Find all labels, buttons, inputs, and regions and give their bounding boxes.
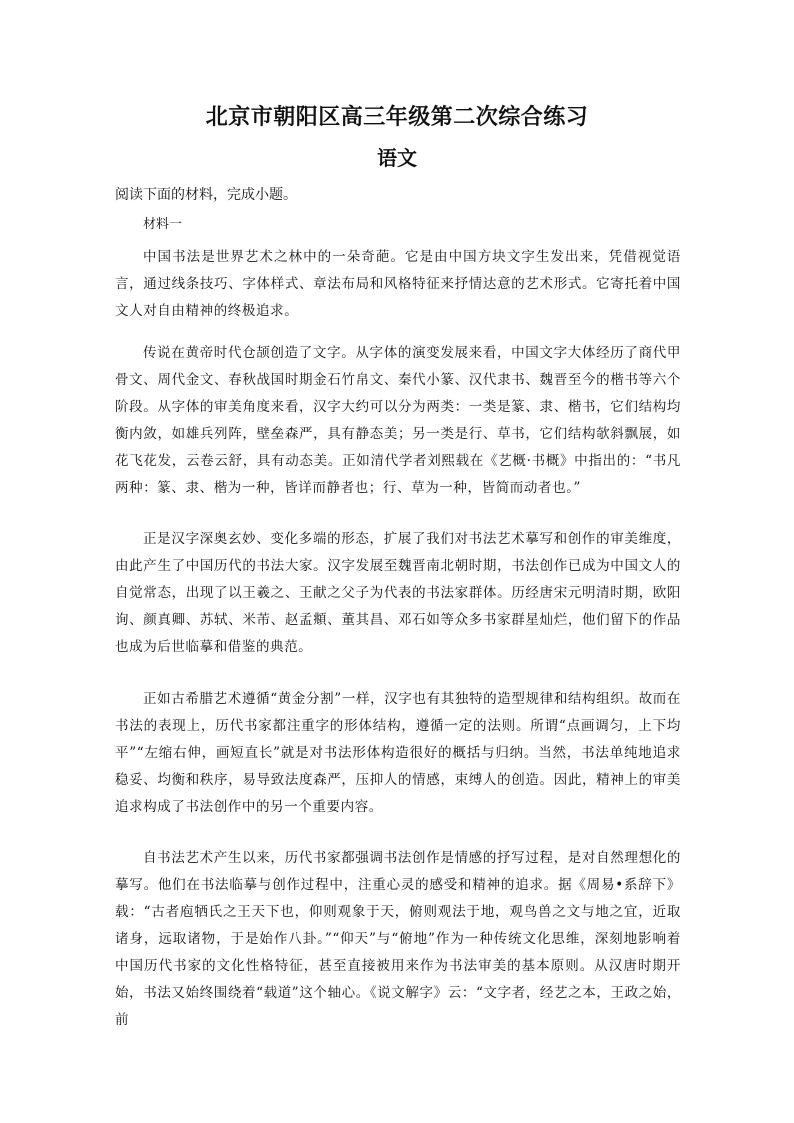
material-label: 材料一 xyxy=(143,217,183,232)
paragraph-4: 正如古希腊艺术遵循“黄金分割”一样，汉字也有其独特的造型规律和结构组织。故而在书法的表现上，历代书家都注重字的形体结构，遵循一定的法则。所谓“点画调匀，上下均平”“左缩右伸，画短直长”就是对书法形体构造很好的概括与归纳。当然，书法单纯地追求稳妥、均衡和秩序，易导致法度森严，压抑人的情感，束缚人的创造。因此，精神上的审美追求构成了书法创作中的另一个重要内容。 xyxy=(115,691,681,815)
paragraph-5: 自书法艺术产生以来，历代书家都强调书法创作是情感的抒写过程，是对自然理想化的摹写。他们在书法临摹与创作过程中，注重心灵的感受和精神的追求。据《周易•系辞下》载：“古者庖牺氏之王天下也，仰则观象于天，俯则观法于地，观鸟兽之文与地之宜，近取诸身，远取诸物，于是始作八卦。”“仰天”与“俯地”作为一种传统文化思维，深刻地影响着中国历代书家的文化性格特征，甚至直接被用来作为书法审美的基本原则。从汉唐时期开始，书法又始终围绕着“载道”这个轴心。《说文解字》云：“文字者，经艺之本，王政之始，前 xyxy=(115,850,681,1028)
document-title: 北京市朝阳区高三年级第二次综合练习 xyxy=(205,104,589,130)
document-subtitle: 语文 xyxy=(377,146,417,170)
instruction-text: 阅读下面的材料，完成小题。 xyxy=(115,187,297,203)
paragraph-3: 正是汉字深奥玄妙、变化多端的形态，扩展了我们对书法艺术摹写和创作的审美维度，由此产生了中国历代的书法大家。汉字发展至魏晋南北朝时期，书法创作已成为中国文人的自觉常态，出现了以王羲之、王献之父子为代表的书法家群体。历经唐宋元明清时期，欧阳询、颜真卿、苏轼、米芾、赵孟頫、董其昌、邓石如等众多书家群星灿烂，他们留下的作品也成为后世临摹和借鉴的典范。 xyxy=(115,531,681,655)
paragraph-1: 中国书法是世界艺术之林中的一朵奇葩。它是由中国方块文字生发出来，凭借视觉语言，通过线条技巧、字体样式、章法布局和风格特征来抒情达意的艺术形式。它寄托着中国文人对自由精神的终极追求。 xyxy=(115,249,681,319)
paragraph-2: 传说在黄帝时代仓颉创造了文字。从字体的演变发展来看，中国文字大体经历了商代甲骨文、周代金文、春秋战国时期金石竹帛文、秦代小篆、汉代隶书、魏晋至今的楷书等六个阶段。从字体的审美角度来看，汉字大约可以分为两类：一类是篆、隶、楷书，它们结构均衡内敛，如雄兵列阵，壁垒森严，具有静态美；另一类是行、草书，它们结构欹斜飘展，如花飞花发，云卷云舒，具有动态美。正如清代学者刘熙载在《艺概·书概》中指出的：“书凡两种：篆、隶、楷为一种，皆详而静者也；行、草为一种，皆简而动者也。” xyxy=(115,345,681,496)
